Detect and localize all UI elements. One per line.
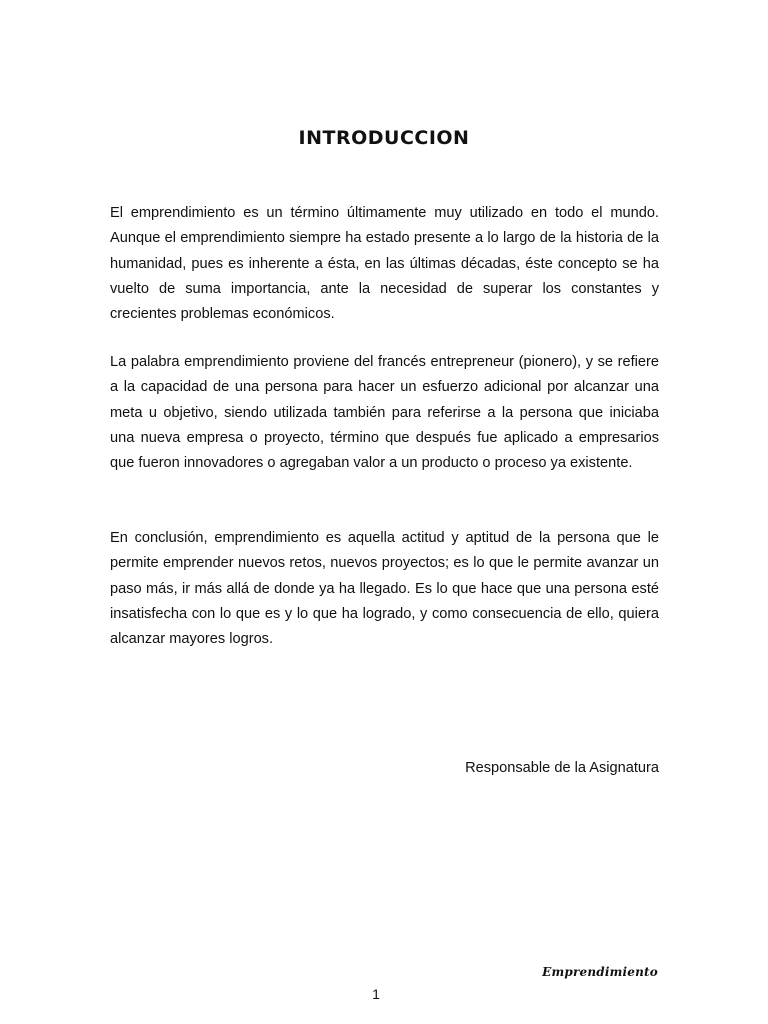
page-number: 1	[372, 986, 380, 1002]
body-paragraph: El emprendimiento es un término últimamente muy utilizado en todo el mundo. Aunque el emprendimiento siempre ha estado presente a lo largo de la historia de la humanidad, pues es inherente a ésta, en las últimas décadas, éste concepto se ha vuelto de suma importancia, ante la necesidad de superar los constantes y crecientes problemas económicos.	[110, 205, 659, 323]
signature-line: Responsable de la Asignatura	[465, 760, 659, 776]
body-paragraph: En conclusión, emprendimiento es aquella actitud y aptitud de la persona que le permite emprender nuevos retos, nuevos proyectos; es lo que le permite avanzar un paso más, ir más allá de donde ya ha llegado. Es lo que hace que una persona esté insatisfecha con lo que es y lo que ha logrado, y como consecuencia de ello, quiera alcanzar mayores logros.	[110, 530, 659, 648]
footer-subject-label: Emprendimiento	[542, 965, 658, 979]
page-title: INTRODUCCION	[298, 127, 470, 149]
body-paragraph: La palabra emprendimiento proviene del francés entrepreneur (pionero), y se refiere a la capacidad de una persona para hacer un esfuerzo adicional por alcanzar una meta u objetivo, siendo utilizada también para referirse a la persona que iniciaba una nueva empresa o proyecto, término que después fue aplicado a empresarios que fueron innovadores o agregaban valor a un producto o proceso ya existente.	[110, 354, 659, 472]
